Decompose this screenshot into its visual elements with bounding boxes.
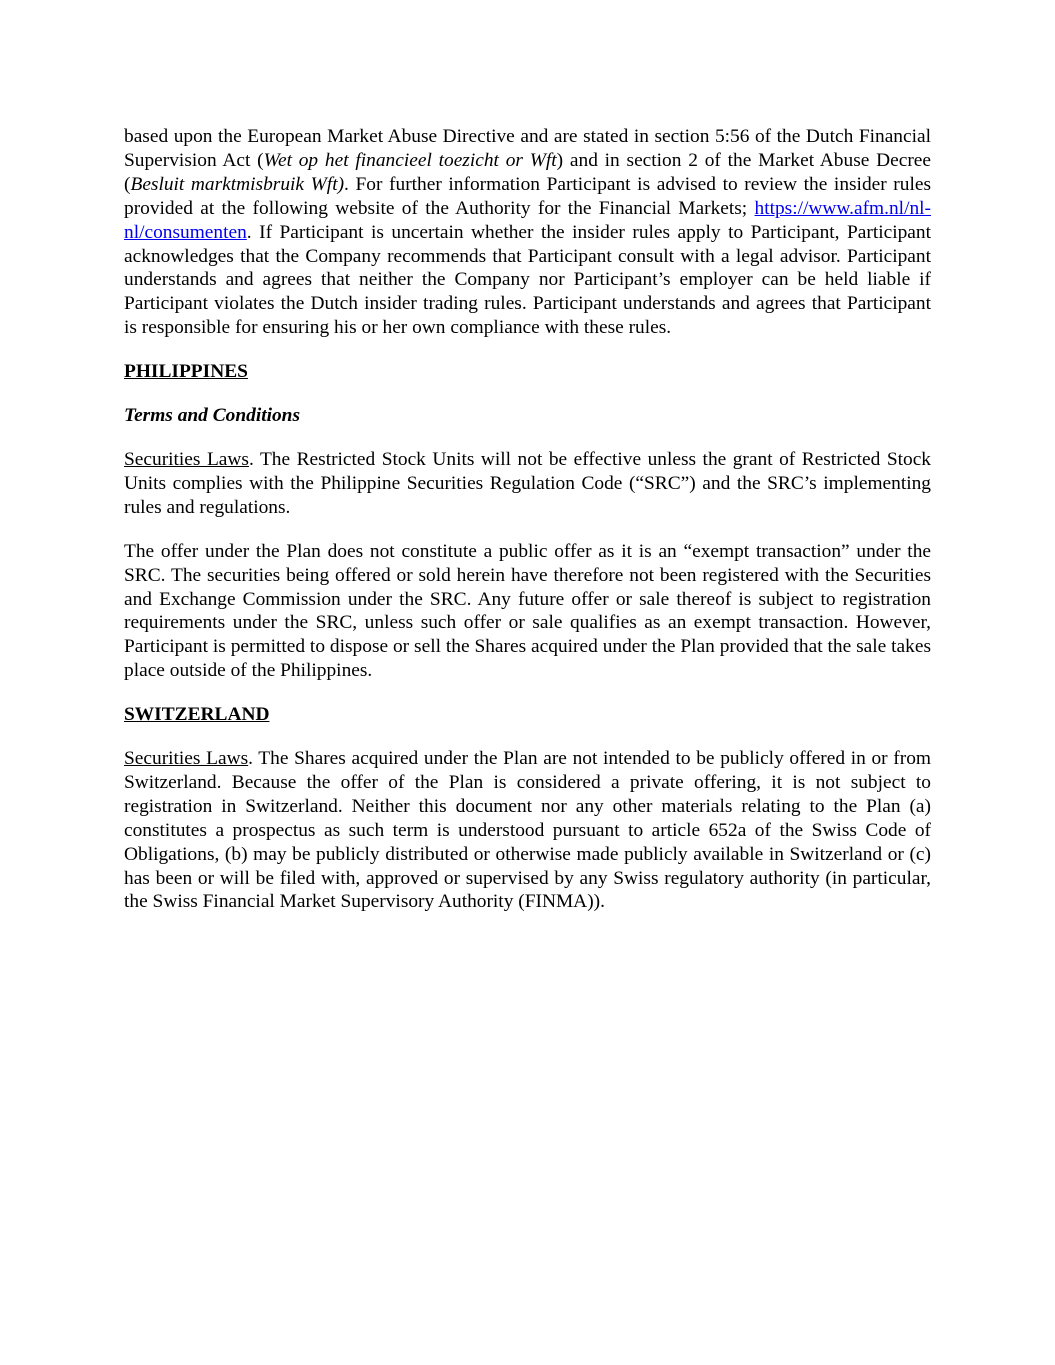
- switzerland-securities-paragraph: [124, 747, 931, 914]
- paragraph-text: ) and in section 2 of the Market Abuse Decree (: [124, 149, 932, 195]
- switzerland-heading: SWITZERLAND: [124, 704, 270, 726]
- philippines-offer-paragraph: The offer under the Plan does not constitute a public offer as it is an “exempt transaction” under the SRC. The securities being offered or sold herein have therefore not been registered with the Securities and Exchange Commission under the SRC. Any future offer or sale thereof is subject to registration requirements under the SRC, unless such offer or sale qualifies as an exempt transaction. However, Participant is permitted to dispose or sell the Shares acquired under the Plan provided that the sale takes place outside of the Philippines.: [124, 540, 931, 682]
- italic-act-name: Wet op het financieel toezicht or Wft: [263, 149, 557, 171]
- philippines-terms-subheading: Terms and Conditions: [124, 405, 301, 427]
- paragraph-text: . For further information Participant is advised to review the insider rules provided at the following website of the Authority for the Financial Markets;: [124, 173, 932, 219]
- paragraph-text: . The Shares acquired under the Plan are not intended to be publicly offered in or from Switzerland. Because the offer of the Plan is considered a private offering, it is not subject to registration in Switzerland. Neither this document nor any other materials relating to the Plan (a) constitutes a prospectus as such term is understood pursuant to article 652a of the Swiss Code of Obligations, (b) may be publicly distributed or otherwise made publicly available in Switzerland or (c) has been or will be filed with, approved or supervised by any Swiss regulatory authority (in particular, the Swiss Financial Market Supervisory Authority (FINMA)).: [124, 748, 931, 913]
- securities-laws-title: Securities Laws: [124, 448, 249, 470]
- italic-decree-name: Besluit marktmisbruik Wft): [130, 173, 345, 195]
- document-page: [124, 125, 931, 914]
- philippines-heading: PHILIPPINES: [124, 361, 248, 383]
- netherlands-insider-paragraph: [124, 125, 931, 340]
- philippines-securities-paragraph: [124, 448, 931, 520]
- paragraph-text: based upon the European Market Abuse Directive and are stated in section 5:56 of the Dutch Financial Supervision Act (: [124, 126, 931, 171]
- securities-laws-title: Securities Laws: [124, 748, 249, 770]
- paragraph-text: . The Restricted Stock Units will not be effective unless the grant of Restricted Stock Units complies with the Philippine Securities Regulation Code (“SRC”) and the SRC’s implementing rules and regulations.: [124, 448, 931, 518]
- paragraph-text: . If Participant is uncertain whether the insider rules apply to Participant, Participant acknowledges that the Company recommends that Participant consult with a legal advisor. Participant understands and agrees that neither the Company nor Participant’s employer can be held liable if Participant violates the Dutch insider trading rules. Participant understands and agrees that Participant is responsible for ensuring his or her own compliance with these rules.: [124, 221, 931, 339]
- afm-website-link[interactable]: https://www.afm.nl/nl-nl/consumenten: [124, 197, 931, 243]
